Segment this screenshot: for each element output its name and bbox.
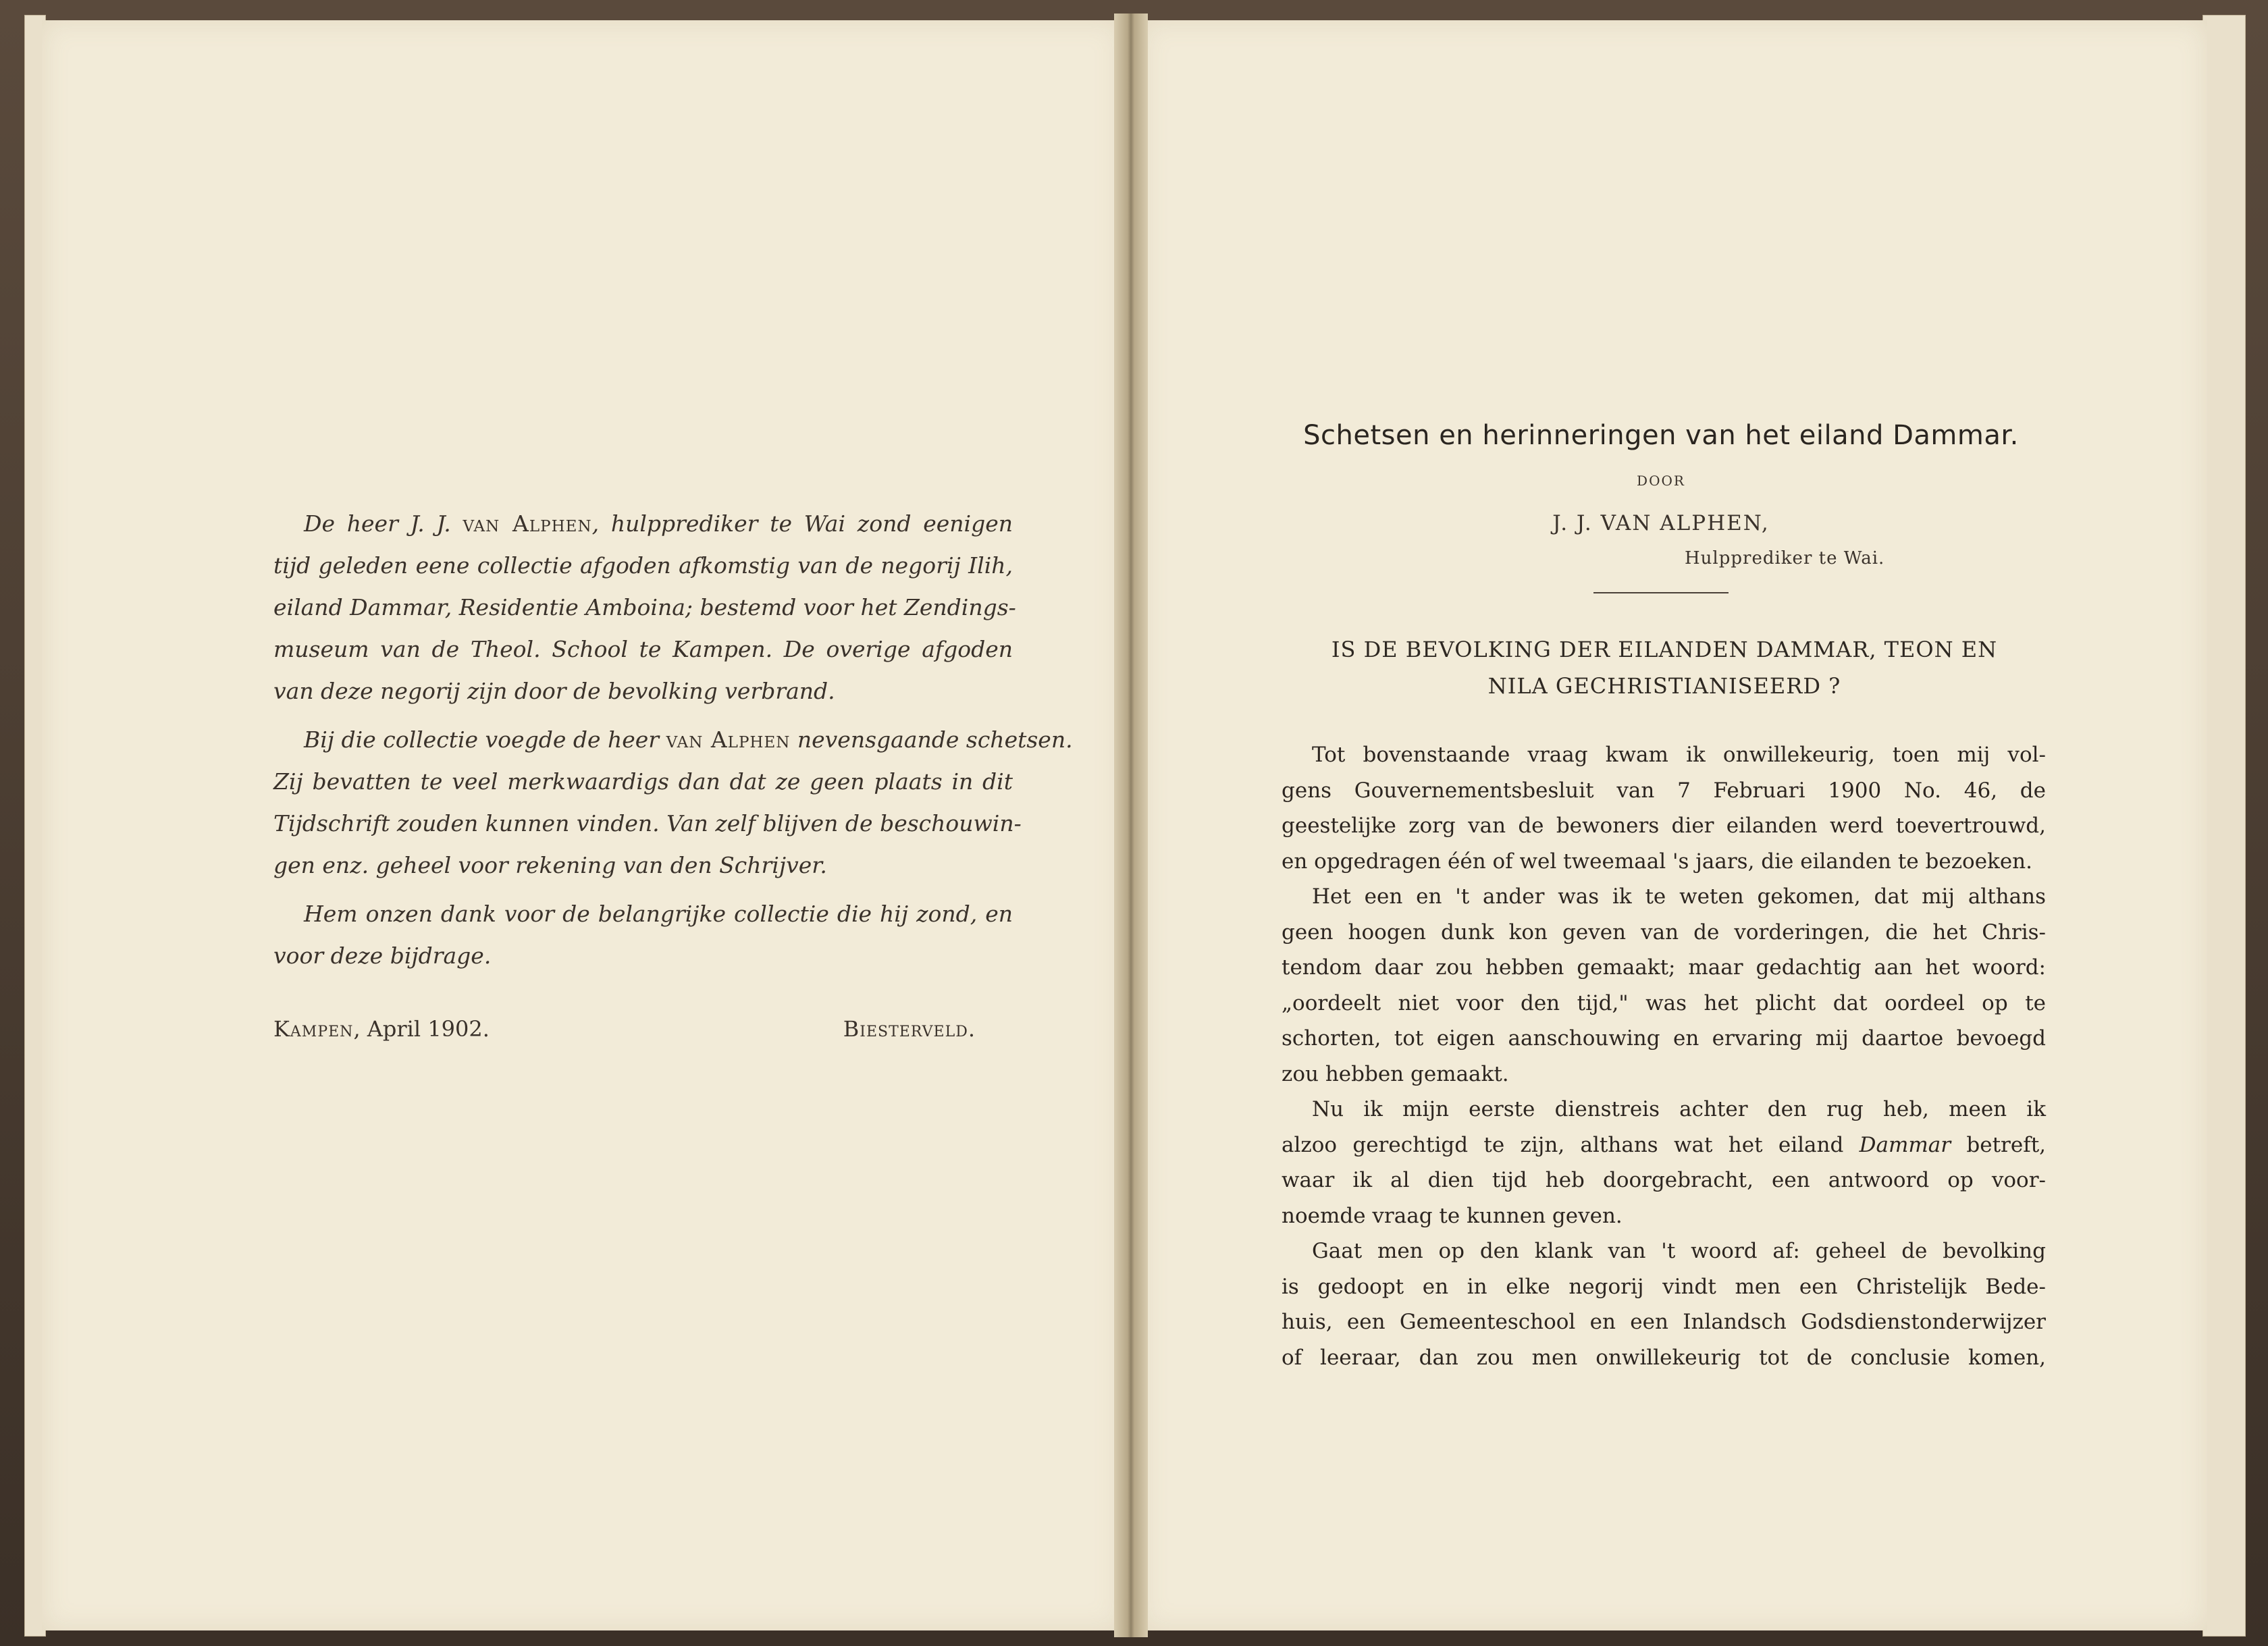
body-line: waar ik al dien tijd heb doorgebracht, een antwoord op voor-: [1282, 1168, 2046, 1192]
body-line: en opgedragen één of wel tweemaal 's jaars, die eilanden te bezoeken.: [1282, 849, 2033, 874]
text-line: De heer J. J. van Alphen, hulpprediker te Wai zond eenigen: [304, 510, 1013, 537]
author-role: Hulpprediker te Wai.: [1685, 548, 1885, 568]
signoff-line: [273, 1016, 976, 1042]
preface-paragraph: [243, 719, 1073, 886]
body-line: Het een en 't ander was ik te weten gekomen, dat mij althans: [1312, 884, 2046, 909]
author-name: J. J. VAN ALPHEN,: [1552, 511, 1770, 535]
article-body: [1282, 737, 2046, 1375]
body-line: „oordeelt niet voor den tijd," was het plicht dat oordeel op te: [1282, 990, 2046, 1015]
byline-door: DOOR: [1637, 473, 1685, 489]
preface-paragraph: [243, 893, 1013, 977]
body-line: Nu ik mijn eerste dienstreis achter den rug heb, meen ik: [1312, 1097, 2046, 1121]
section-heading: [1280, 631, 2049, 704]
title-rule: [1593, 592, 1729, 593]
body-line: geen hoogen dunk kon geven van de vorderingen, die het Chris-: [1282, 920, 2046, 945]
text-line: gen enz. geheel voor rekening van den Schrijver.: [273, 852, 827, 878]
heading-line: IS DE BEVOLKING DER EILANDEN DAMMAR, TEON EN: [1331, 637, 1998, 662]
body-line: huis, een Gemeenteschool en een Inlandsch Godsdienstonderwijzer: [1282, 1310, 2046, 1334]
body-line: Gaat men op den klank van 't woord af: geheel de bevolking: [1312, 1239, 2046, 1263]
signature: Biesterveld.: [843, 1016, 976, 1042]
body-line: schorten, tot eigen aanschouwing en ervaring mij daartoe bevoegd: [1282, 1026, 2046, 1051]
body-line: alzoo gerechtigd te zijn, althans wat het eiland Dammar betreft,: [1282, 1132, 2047, 1157]
body-line: of leeraar, dan zou men onwillekeurig tot de conclusie komen,: [1282, 1345, 2046, 1370]
right-page-edge: [2203, 15, 2246, 1637]
text-line: van deze negorij zijn door de bevolking verbrand.: [273, 678, 835, 704]
heading-line: NILA GECHRISTIANISEERD ?: [1487, 673, 1841, 699]
body-line: zou hebben gemaakt.: [1282, 1061, 1509, 1086]
text-line: tijd geleden eene collectie afgoden afkomstig van de negorij Ilih,: [273, 552, 1013, 579]
text-line: Tijdschrift zouden kunnen vinden. Van zelf blijven de beschouwin-: [273, 810, 1022, 837]
text-line: voor deze bijdrage.: [273, 943, 492, 969]
text-line: Zij bevatten te veel merkwaardigs dan dat ze geen plaats in dit: [273, 768, 1013, 795]
preface-paragraph: [243, 503, 1016, 712]
book-gutter: [1114, 14, 1148, 1637]
body-line: noemde vraag te kunnen geven.: [1282, 1203, 1623, 1228]
body-line: gens Gouvernementsbesluit van 7 Februari 1900 No. 46, de: [1282, 778, 2046, 803]
text-line: Bij die collectie voegde de heer van Alphen nevensgaande schetsen.: [304, 726, 1073, 753]
preface-text: [243, 503, 1073, 984]
text-line: Hem onzen dank voor de belangrijke collectie die hij zond, en: [304, 901, 1013, 927]
body-line: Tot bovenstaande vraag kwam ik onwillekeurig, toen mij vol-: [1312, 743, 2046, 767]
body-line: tendom daar zou hebben gemaakt; maar gedachtig aan het woord:: [1282, 955, 2046, 980]
text-line: museum van de Theol. School te Kampen. De overige afgoden: [273, 636, 1013, 662]
text-line: eiland Dammar, Residentie Amboina; bestemd voor het Zendings-: [273, 594, 1016, 620]
body-line: is gedoopt en in elke negorij vindt men een Christelijk Bede-: [1282, 1274, 2046, 1299]
body-line: geestelijke zorg van de bewoners dier eilanden werd toevertrouwd,: [1282, 814, 2046, 838]
article-title: Schetsen en herinneringen van het eiland Dammar.: [1303, 420, 2019, 451]
place-date: Kampen, April 1902.: [273, 1016, 490, 1042]
